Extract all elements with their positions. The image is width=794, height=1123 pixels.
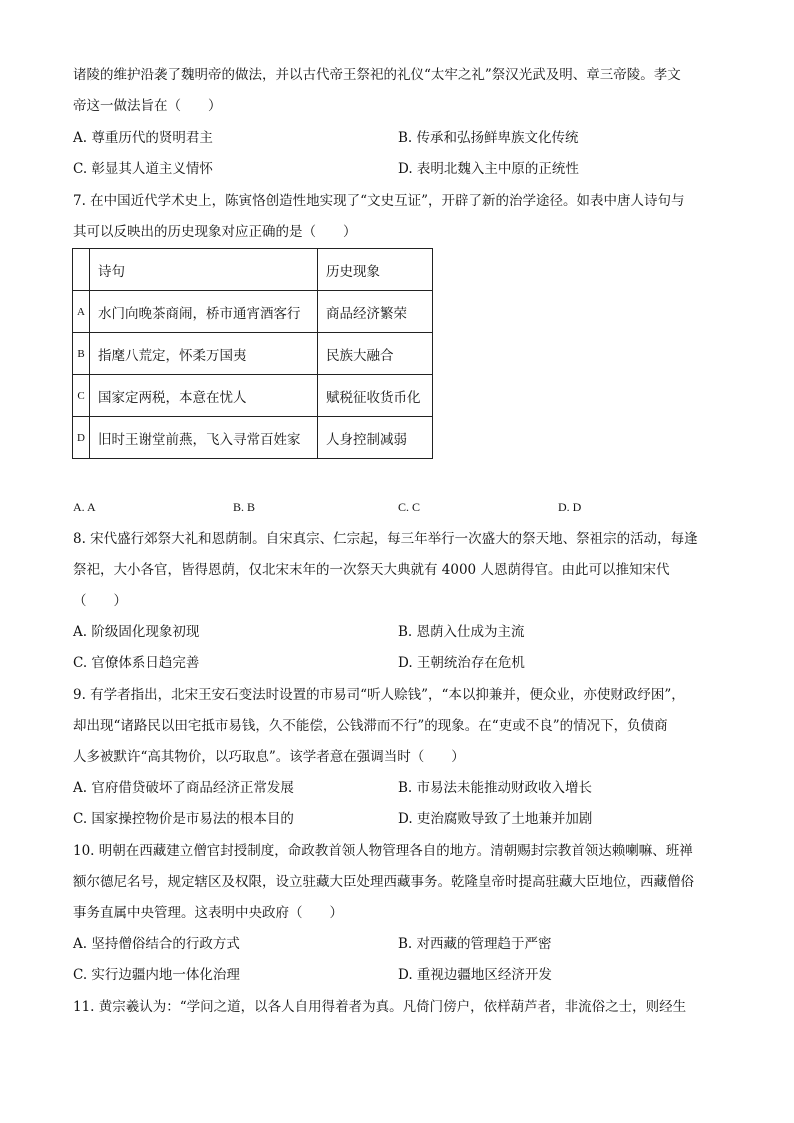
q7-option-c[interactable]: C. C	[398, 500, 421, 514]
table-row	[73, 333, 433, 375]
q9-option-a[interactable]: A. 官府借贷破坏了商品经济正常发展	[73, 780, 294, 796]
q9-text-line1: 9. 有学者指出，北宋王安石变法时设置的市易司“听人赊钱”，“本以抑兼并，便众业，亦使财政纾困”，	[73, 687, 685, 703]
q10-text-line2: 额尔德尼名号，规定辖区及权限，设立驻藏大臣处理西藏事务。乾隆皇帝时提高驻藏大臣地位，西藏僧俗	[73, 874, 694, 890]
q10-option-a[interactable]: A. 坚持僧俗结合的行政方式	[73, 936, 240, 952]
q9-option-b[interactable]: B. 市易法未能推动财政收入增长	[398, 780, 593, 796]
q7-option-a[interactable]: A. A	[73, 500, 96, 514]
q10-option-d[interactable]: D. 重视边疆地区经济开发	[398, 967, 552, 983]
q9-text-line3: 人多被默许“高其物价，以巧取息”。该学者意在强调当时（ ）	[73, 749, 465, 765]
table-cell: 商品经济繁荣	[318, 291, 433, 333]
q10-option-c[interactable]: C. 实行边疆内地一体化治理	[73, 967, 240, 983]
q6-option-d[interactable]: D. 表明北魏入主中原的正统性	[398, 161, 579, 177]
table-cell: D	[73, 417, 90, 459]
q10-option-b[interactable]: B. 对西藏的管理趋于严密	[398, 936, 552, 952]
q8-text-line3: （ ）	[73, 593, 127, 609]
q8-option-b[interactable]: B. 恩荫入仕成为主流	[398, 624, 525, 640]
table-cell: B	[73, 333, 90, 375]
table-header-cell: 历史现象	[318, 249, 433, 291]
poem-history-table	[72, 248, 433, 459]
q10-text-line3: 事务直属中央管理。这表明中央政府（ ）	[73, 905, 343, 921]
q11-text-line1: 11. 黄宗羲认为：“学问之道，以各人自用得着者为真。凡倚门傍户，依样葫芦者，非流俗之士，则经生	[73, 999, 687, 1015]
q9-option-d[interactable]: D. 吏治腐败导致了土地兼并加剧	[398, 811, 593, 827]
q6-text-line2: 帝这一做法旨在（ ）	[73, 98, 222, 114]
q7-option-b[interactable]: B. B	[233, 500, 256, 514]
table-cell: 指麾八荒定，怀柔万国夷	[90, 333, 318, 375]
table-cell: 人身控制减弱	[318, 417, 433, 459]
q8-option-a[interactable]: A. 阶级固化现象初现	[73, 624, 200, 640]
q8-option-d[interactable]: D. 王朝统治存在危机	[398, 655, 525, 671]
q9-option-c[interactable]: C. 国家操控物价是市易法的根本目的	[73, 811, 294, 827]
table-row	[73, 375, 433, 417]
table-cell: 水门向晚茶商闹，桥市通宵酒客行	[90, 291, 318, 333]
q7-text-line2: 其可以反映出的历史现象对应正确的是（ ）	[73, 224, 357, 240]
q6-option-b[interactable]: B. 传承和弘扬鲜卑族文化传统	[398, 130, 579, 146]
q9-text-line2: 却出现“诸路民以田宅抵市易钱，久不能偿，公钱滞而不行”的现象。在“吏或不良”的情况下，负债商	[73, 718, 668, 734]
table-cell: C	[73, 375, 90, 417]
table-row	[73, 291, 433, 333]
q7-text-line1: 7. 在中国近代学术史上，陈寅恪创造性地实现了“文史互证”，开辟了新的治学途径。如表中唐人诗句与	[73, 193, 685, 209]
q6-option-a[interactable]: A. 尊重历代的贤明君主	[73, 130, 213, 146]
table-row	[73, 417, 433, 459]
table-cell: A	[73, 291, 90, 333]
table-header-cell	[73, 249, 90, 291]
table-header-cell: 诗句	[90, 249, 318, 291]
table-cell: 赋税征收货币化	[318, 375, 433, 417]
q8-text-line1: 8. 宋代盛行郊祭大礼和恩荫制。自宋真宗、仁宗起，每三年举行一次盛大的祭天地、祭祖宗的活动，每逢	[73, 531, 698, 547]
q7-option-d[interactable]: D. D	[558, 500, 582, 514]
q8-text-line2: 祭祀，大小各官，皆得恩荫，仅北宋末年的一次祭天大典就有 4000 人恩荫得官。由此可以推知宋代	[73, 562, 670, 578]
table-cell: 民族大融合	[318, 333, 433, 375]
q10-text-line1: 10. 明朝在西藏建立僧官封授制度，命政教首领人物管理各自的地方。清朝赐封宗教首领达赖喇嘛、班禅	[73, 843, 693, 859]
table-cell: 旧时王谢堂前燕，飞入寻常百姓家	[90, 417, 318, 459]
q6-text-line1: 诸陵的维护沿袭了魏明帝的做法，并以古代帝王祭祀的礼仪“太牢之礼”祭汉光武及明、章三帝陵。孝文	[73, 67, 681, 83]
table-header-row	[73, 249, 433, 291]
table-cell: 国家定两税，本意在忧人	[90, 375, 318, 417]
q6-option-c[interactable]: C. 彰显其人道主义情怀	[73, 161, 213, 177]
q8-option-c[interactable]: C. 官僚体系日趋完善	[73, 655, 200, 671]
